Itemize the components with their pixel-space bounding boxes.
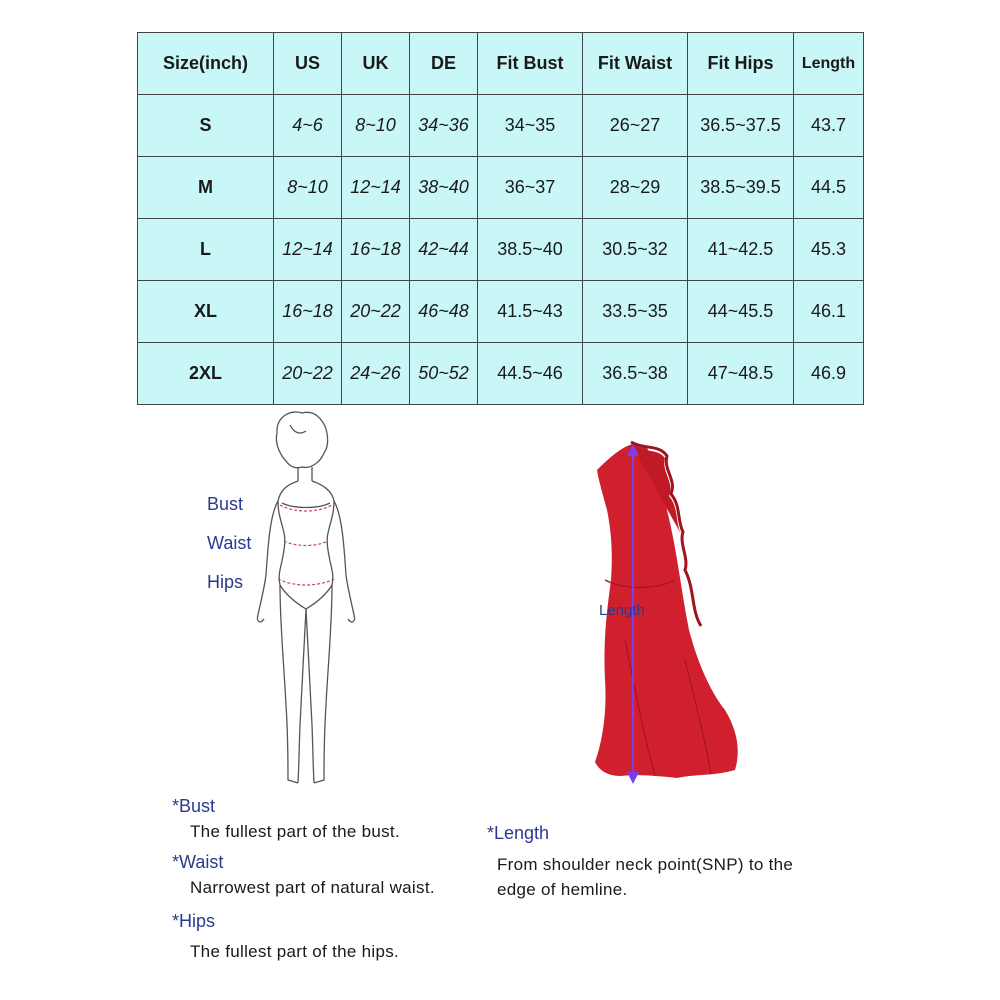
cell-fit-waist: 30.5~32 bbox=[583, 219, 688, 281]
cell-fit-waist: 36.5~38 bbox=[583, 343, 688, 405]
header-fit-waist: Fit Waist bbox=[583, 33, 688, 95]
cell-de: 50~52 bbox=[410, 343, 478, 405]
cell-fit-waist: 26~27 bbox=[583, 95, 688, 157]
cell-uk: 20~22 bbox=[342, 281, 410, 343]
cell-fit-bust: 41.5~43 bbox=[478, 281, 583, 343]
cell-uk: 24~26 bbox=[342, 343, 410, 405]
cell-us: 20~22 bbox=[274, 343, 342, 405]
waist-definition-title: *Waist bbox=[172, 852, 224, 872]
cell-length: 46.1 bbox=[794, 281, 864, 343]
hips-definition-title: *Hips bbox=[172, 911, 216, 931]
header-length: Length bbox=[794, 33, 864, 95]
cell-size: XL bbox=[138, 281, 274, 343]
header-uk: UK bbox=[342, 33, 410, 95]
cell-fit-bust: 36~37 bbox=[478, 157, 583, 219]
cell-fit-hips: 47~48.5 bbox=[688, 343, 794, 405]
cell-length: 44.5 bbox=[794, 157, 864, 219]
cell-fit-waist: 33.5~35 bbox=[583, 281, 688, 343]
header-fit-bust: Fit Bust bbox=[478, 33, 583, 95]
cell-uk: 12~14 bbox=[342, 157, 410, 219]
cell-us: 16~18 bbox=[274, 281, 342, 343]
body-measurement-figure bbox=[250, 405, 370, 795]
length-definition-text-line1: From shoulder neck point(SNP) to the bbox=[497, 855, 794, 874]
size-chart-table bbox=[137, 32, 864, 405]
header-de: DE bbox=[410, 33, 478, 95]
cell-length: 43.7 bbox=[794, 95, 864, 157]
cell-length: 45.3 bbox=[794, 219, 864, 281]
length-label: Length bbox=[599, 602, 645, 619]
bust-label: Bust bbox=[207, 494, 244, 514]
cell-fit-waist: 28~29 bbox=[583, 157, 688, 219]
cell-de: 46~48 bbox=[410, 281, 478, 343]
cell-fit-bust: 44.5~46 bbox=[478, 343, 583, 405]
cell-de: 42~44 bbox=[410, 219, 478, 281]
table-row bbox=[138, 157, 864, 219]
waist-label: Waist bbox=[207, 533, 252, 553]
cell-fit-hips: 38.5~39.5 bbox=[688, 157, 794, 219]
table-row bbox=[138, 219, 864, 281]
cell-size: L bbox=[138, 219, 274, 281]
length-definition-text-line2: edge of hemline. bbox=[497, 880, 628, 899]
hips-definition-text: The fullest part of the hips. bbox=[190, 942, 400, 961]
cell-size: 2XL bbox=[138, 343, 274, 405]
table-row bbox=[138, 95, 864, 157]
cell-us: 8~10 bbox=[274, 157, 342, 219]
table-header-row bbox=[138, 33, 864, 95]
header-fit-hips: Fit Hips bbox=[688, 33, 794, 95]
cell-fit-hips: 36.5~37.5 bbox=[688, 95, 794, 157]
cell-fit-hips: 41~42.5 bbox=[688, 219, 794, 281]
hips-label: Hips bbox=[207, 572, 244, 592]
length-definition-title: *Length bbox=[487, 823, 550, 843]
cell-us: 4~6 bbox=[274, 95, 342, 157]
header-us: US bbox=[274, 33, 342, 95]
cell-uk: 16~18 bbox=[342, 219, 410, 281]
waist-definition-text: Narrowest part of natural waist. bbox=[190, 878, 435, 897]
cell-us: 12~14 bbox=[274, 219, 342, 281]
header-size: Size(inch) bbox=[138, 33, 274, 95]
bust-definition-title: *Bust bbox=[172, 796, 216, 816]
cell-size: M bbox=[138, 157, 274, 219]
cell-length: 46.9 bbox=[794, 343, 864, 405]
cell-size: S bbox=[138, 95, 274, 157]
cell-fit-bust: 38.5~40 bbox=[478, 219, 583, 281]
bust-definition-text: The fullest part of the bust. bbox=[190, 822, 400, 841]
cell-fit-hips: 44~45.5 bbox=[688, 281, 794, 343]
cell-de: 34~36 bbox=[410, 95, 478, 157]
cell-uk: 8~10 bbox=[342, 95, 410, 157]
table-row bbox=[138, 343, 864, 405]
cell-de: 38~40 bbox=[410, 157, 478, 219]
cell-fit-bust: 34~35 bbox=[478, 95, 583, 157]
table-row bbox=[138, 281, 864, 343]
